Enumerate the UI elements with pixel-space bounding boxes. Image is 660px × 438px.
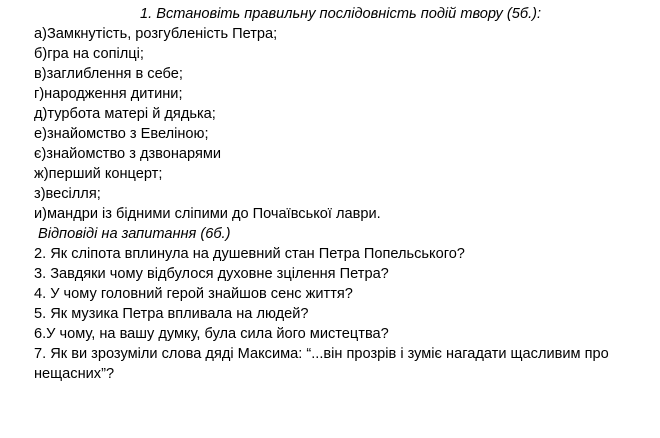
sequence-item-e: е)знайомство з Евеліною; — [34, 126, 209, 142]
sequence-item-zh: ж)перший концерт; — [34, 166, 163, 182]
sequence-item-b: б)гра на сопілці; — [34, 46, 144, 62]
question-7: 7. Як ви зрозуміли слова дяді Максима: “...він прозрів і зуміє нагадати щасливим про — [34, 346, 609, 362]
task2-title: Відповіді на запитання (6б.) — [38, 226, 231, 242]
question-6: 6.У чому, на вашу думку, була сила його мистецтва? — [34, 326, 389, 342]
document-body — [34, 4, 654, 384]
sequence-item-h: г)народження дитини; — [34, 86, 183, 102]
sequence-item-d: д)турбота матері й дядька; — [34, 106, 216, 122]
question-4: 4. У чому головний герой знайшов сенс життя? — [34, 286, 353, 302]
sequence-item-z: з)весілля; — [34, 186, 101, 202]
question-7-continued: нещасних”? — [34, 366, 115, 382]
question-2: 2. Як сліпота вплинула на душевний стан Петра Попельського? — [34, 246, 465, 262]
task1-title: 1. Встановіть правильну послідовність подій твору (5б.): — [140, 6, 542, 22]
sequence-item-v: в)заглиблення в себе; — [34, 66, 183, 82]
question-5: 5. Як музика Петра впливала на людей? — [34, 306, 309, 322]
sequence-item-a: а)Замкнутість, розгубленість Петра; — [34, 26, 278, 42]
sequence-item-ye: є)знайомство з дзвонарями — [34, 146, 222, 162]
sequence-item-y: и)мандри із бідними сліпими до Почаївської лаври. — [34, 206, 381, 222]
question-3: 3. Завдяки чому відбулося духовне зцілення Петра? — [34, 266, 389, 282]
